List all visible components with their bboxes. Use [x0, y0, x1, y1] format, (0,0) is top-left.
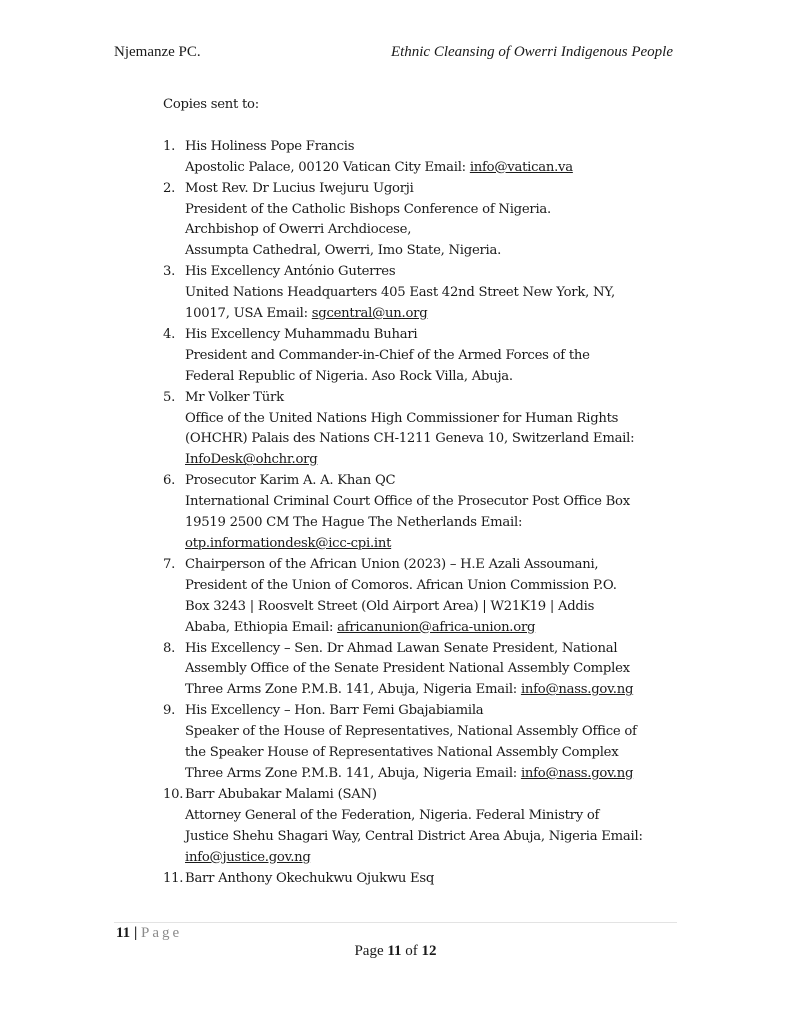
line-text: His Holiness Pope Francis — [185, 138, 355, 154]
recipient-item — [163, 785, 683, 869]
email-link[interactable]: sgcentral@un.org — [311, 306, 428, 322]
recipient-address-line — [185, 827, 683, 848]
line-text: 10017, USA Email: — [185, 306, 312, 322]
line-text: Assembly Office of the Senate President National Assembly Complex — [185, 661, 630, 677]
recipient-number: 10. — [163, 786, 184, 802]
email-link[interactable]: info@justice.gov.ng — [185, 849, 311, 865]
recipient-name — [185, 869, 683, 890]
recipient-address-line — [185, 304, 683, 325]
line-text: Mr Volker Türk — [185, 389, 284, 405]
recipient-name — [185, 388, 683, 409]
recipient-item — [163, 262, 683, 325]
recipient-address-line — [185, 200, 683, 221]
recipient-address-line — [185, 220, 683, 241]
line-text: Assumpta Cathedral, Owerri, Imo State, Nigeria. — [185, 243, 502, 259]
header-author: Njemanze PC. — [114, 44, 201, 60]
footer-page-label — [116, 925, 182, 942]
recipient-number: 8. — [163, 640, 176, 656]
email-link[interactable]: InfoDesk@ohchr.org — [185, 452, 318, 468]
footer-current-page: 11 — [387, 943, 402, 959]
line-text: United Nations Headquarters 405 East 42nd Street New York, NY, — [185, 285, 615, 301]
email-link[interactable]: info@nass.gov.ng — [520, 765, 634, 781]
email-link[interactable]: info@vatican.va — [469, 159, 573, 175]
line-text: Prosecutor Karim A. A. Khan QC — [185, 473, 396, 489]
recipient-item — [163, 555, 683, 639]
recipient-name — [185, 137, 683, 158]
line-text: Archbishop of Owerri Archdiocese, — [185, 222, 412, 238]
recipient-address-line — [185, 597, 683, 618]
line-text: Speaker of the House of Representatives, National Assembly Office of — [185, 724, 637, 740]
footer-page-count — [0, 943, 791, 960]
recipient-name — [185, 701, 683, 722]
recipient-address-line — [185, 659, 683, 680]
recipient-number: 2. — [163, 180, 176, 196]
recipient-item — [163, 137, 683, 179]
recipient-address-line — [185, 409, 683, 430]
recipient-item — [163, 471, 683, 555]
footer-separator: | — [133, 925, 138, 941]
header-title: Ethnic Cleansing of Owerri Indigenous People — [390, 44, 673, 60]
recipient-address-line — [185, 806, 683, 827]
recipient-number: 9. — [163, 703, 176, 719]
line-text: 19519 2500 CM The Hague The Netherlands Email: — [185, 515, 523, 531]
email-link[interactable]: africanunion@africa-union.org — [337, 619, 536, 635]
footer-page-prefix: Page — [354, 943, 384, 959]
line-text: Box 3243 | Roosvelt Street (Old Airport Area) | W21K19 | Addis — [185, 598, 595, 614]
line-text: President and Commander-in-Chief of the Armed Forces of the — [185, 347, 590, 363]
line-text: Ababa, Ethiopia Email: — [185, 619, 338, 635]
line-text: Federal Republic of Nigeria. Aso Rock Villa, Abuja. — [185, 368, 513, 384]
line-text: Three Arms Zone P.M.B. 141, Abuja, Nigeria Email: — [185, 682, 521, 698]
page-header — [114, 44, 673, 68]
recipient-address-line — [185, 534, 683, 555]
footer-divider — [114, 922, 677, 923]
line-text: International Criminal Court Office of the Prosecutor Post Office Box — [185, 494, 630, 510]
line-text: (OHCHR) Palais des Nations CH-1211 Geneva 10, Switzerland Email: — [185, 431, 635, 447]
recipient-address-line — [185, 158, 683, 179]
intro-text: Copies sent to: — [163, 97, 259, 112]
recipient-item — [163, 869, 683, 890]
recipient-address-line — [185, 722, 683, 743]
recipient-address-line — [185, 283, 683, 304]
recipient-list — [163, 137, 683, 890]
recipient-address-line — [185, 848, 683, 869]
footer-total-pages: 12 — [421, 943, 437, 959]
recipient-name — [185, 262, 683, 283]
recipient-number: 11. — [163, 870, 184, 886]
line-text: Office of the United Nations High Commissioner for Human Rights — [185, 410, 619, 426]
line-text: His Excellency – Sen. Dr Ahmad Lawan Senate President, National — [185, 640, 618, 656]
line-text: Apostolic Palace, 00120 Vatican City Email: — [185, 159, 470, 175]
recipient-name — [185, 639, 683, 660]
recipient-address-line — [185, 492, 683, 513]
line-text: the Speaker House of Representatives National Assembly Complex — [185, 745, 619, 761]
recipient-address-line — [185, 346, 683, 367]
email-link[interactable]: info@nass.gov.ng — [520, 682, 634, 698]
footer-of: of — [405, 943, 418, 959]
document-body — [163, 95, 683, 889]
line-text: His Excellency Muhammadu Buhari — [185, 326, 418, 342]
recipient-item — [163, 388, 683, 472]
recipient-address-line — [185, 513, 683, 534]
recipient-number: 3. — [163, 264, 176, 280]
recipient-item — [163, 701, 683, 785]
recipient-address-line — [185, 241, 683, 262]
recipient-name — [185, 555, 683, 576]
line-text: His Excellency – Hon. Barr Femi Gbajabiamila — [185, 703, 484, 719]
line-text: Most Rev. Dr Lucius Iwejuru Ugorji — [185, 180, 414, 196]
recipient-number: 5. — [163, 389, 176, 405]
recipient-item — [163, 179, 683, 263]
recipient-number: 1. — [163, 138, 176, 154]
recipient-address-line — [185, 450, 683, 471]
footer-page-number: 11 — [116, 925, 131, 941]
line-text: Barr Anthony Okechukwu Ojukwu Esq — [185, 870, 435, 886]
recipient-address-line — [185, 618, 683, 639]
recipient-item — [163, 325, 683, 388]
footer-page-word: Page — [141, 925, 183, 941]
line-text: His Excellency António Guterres — [185, 264, 396, 280]
line-text: President of the Catholic Bishops Conference of Nigeria. — [185, 201, 551, 217]
recipient-name — [185, 785, 683, 806]
recipient-name — [185, 471, 683, 492]
recipient-number: 7. — [163, 556, 176, 572]
recipient-item — [163, 639, 683, 702]
recipient-address-line — [185, 429, 683, 450]
recipient-number: 6. — [163, 473, 176, 489]
recipient-address-line — [185, 743, 683, 764]
recipient-address-line — [185, 576, 683, 597]
line-text: President of the Union of Comoros. African Union Commission P.O. — [185, 577, 617, 593]
line-text: Three Arms Zone P.M.B. 141, Abuja, Nigeria Email: — [185, 765, 521, 781]
line-text: Justice Shehu Shagari Way, Central District Area Abuja, Nigeria Email: — [185, 828, 643, 844]
recipient-address-line — [185, 367, 683, 388]
recipient-number: 4. — [163, 326, 176, 342]
recipient-address-line — [185, 764, 683, 785]
recipient-address-line — [185, 680, 683, 701]
recipient-name — [185, 179, 683, 200]
line-text: Barr Abubakar Malami (SAN) — [185, 786, 377, 802]
line-text: Chairperson of the African Union (2023) – H.E Azali Assoumani, — [185, 556, 599, 572]
line-text: Attorney General of the Federation, Nigeria. Federal Ministry of — [185, 807, 600, 823]
recipient-name — [185, 325, 683, 346]
email-link[interactable]: otp.informationdesk@icc-cpi.int — [185, 536, 392, 552]
